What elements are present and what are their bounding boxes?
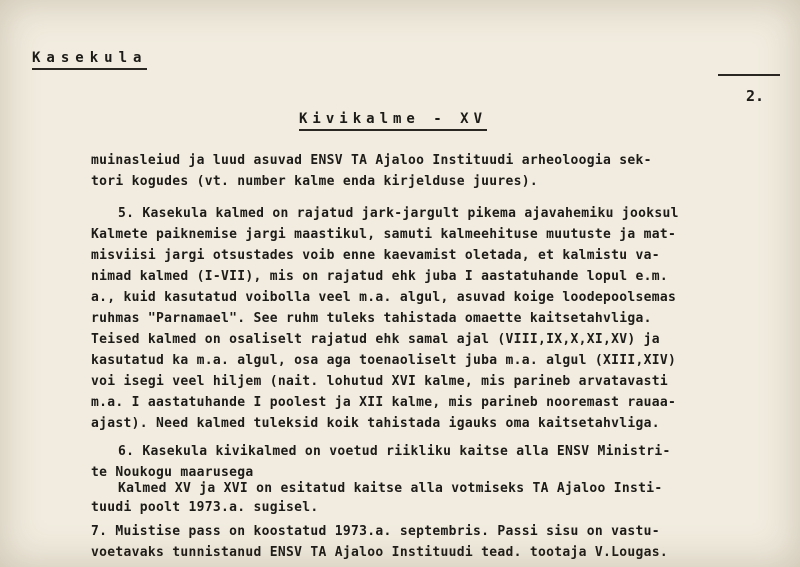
page-number: 2. bbox=[746, 87, 765, 105]
text-line: 6. Kasekula kivikalmed on voetud riikliku kaitse alla ENSV Ministri- bbox=[118, 444, 671, 459]
text-line: tuudi poolt 1973.a. sugisel. bbox=[91, 500, 319, 515]
text-line: voetavaks tunnistanud ENSV TA Ajaloo Instituudi tead. tootaja V.Lougas. bbox=[91, 545, 668, 560]
text-line: tori kogudes (vt. number kalme enda kirjelduse juures). bbox=[91, 174, 538, 189]
text-line: 5. Kasekula kalmed on rajatud jark-jargult pikema ajavahemiku jooksul bbox=[118, 206, 679, 221]
text-line: m.a. I aastatuhande I poolest ja XII kalme, mis parineb nooremast rauaa- bbox=[91, 395, 677, 410]
text-line: voi isegi veel hiljem (nait. lohutud XVI kalme, mis parineb arvatavasti bbox=[91, 374, 668, 389]
text-line: 7. Muistise pass on koostatud 1973.a. septembris. Passi sisu on vastu- bbox=[91, 524, 660, 539]
text-line: misviisi jargi otsustades voib enne kaevamist oletada, et kalmistu va- bbox=[91, 248, 660, 263]
document-title: Kivikalme - XV bbox=[299, 111, 487, 131]
text-line: Kalmed XV ja XVI on esitatud kaitse alla votmiseks TA Ajaloo Insti- bbox=[118, 481, 663, 496]
text-line: ruhmas "Parnamael". See ruhm tuleks tahistada omaette kaitsetahvliga. bbox=[91, 311, 652, 326]
text-line: te Noukogu maarusega bbox=[91, 465, 254, 480]
text-line: nimad kalmed (I-VII), mis on rajatud ehk juba I aastatuhande lopul e.m. bbox=[91, 269, 668, 284]
text-line: Teised kalmed on osaliselt rajatud ehk samal ajal (VIII,IX,X,XI,XV) ja bbox=[91, 332, 660, 347]
text-line: muinasleiud ja luud asuvad ENSV TA Ajaloo Instituudi arheoloogia sek- bbox=[91, 153, 652, 168]
page-number-rule bbox=[718, 74, 780, 76]
place-heading: Kasekula bbox=[32, 50, 147, 70]
text-line: Kalmete paiknemise jargi maastikul, samuti kalmeehituse muutuste ja mat- bbox=[91, 227, 677, 242]
text-line: ajast). Need kalmed tuleksid koik tahistada igauks oma kaitsetahvliga. bbox=[91, 416, 660, 431]
text-line: a., kuid kasutatud voibolla veel m.a. algul, asuvad koige loodepoolsemas bbox=[91, 290, 677, 305]
text-line: kasutatud ka m.a. algul, osa aga toenaoliselt juba m.a. algul (XIII,XIV) bbox=[91, 353, 677, 368]
